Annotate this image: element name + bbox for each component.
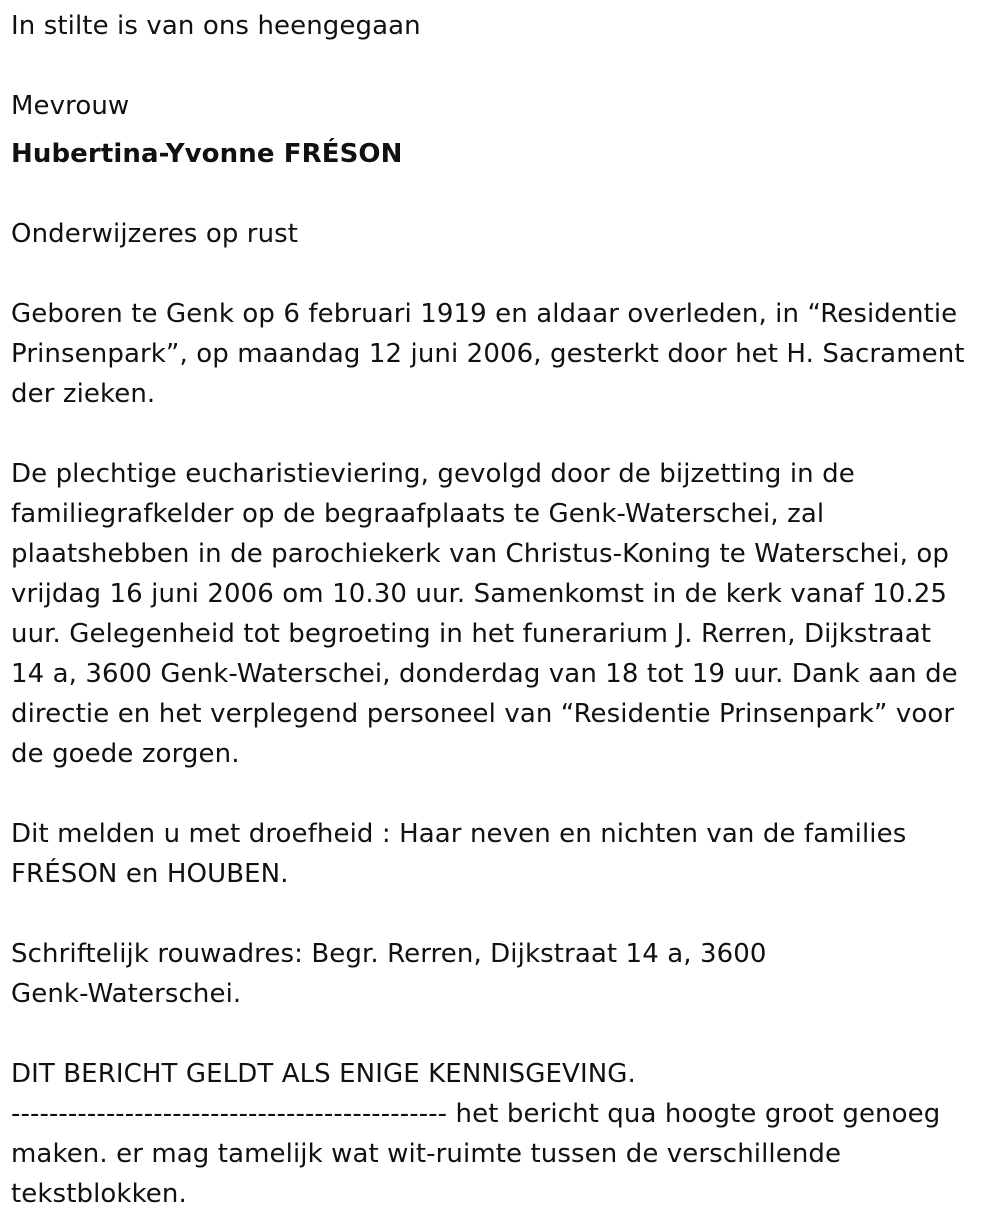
text-line: FRÉSON en HOUBEN. — [11, 859, 289, 889]
text-line: Dit melden u met droefheid : Haar neven en nichten van de families — [11, 819, 907, 849]
editor-note — [11, 1094, 986, 1214]
text-line: familiegrafkelder op de begraafplaats te Genk-Waterschei, zal — [11, 499, 825, 529]
occupation: Onderwijzeres op rust — [11, 219, 299, 249]
salutation: Mevrouw — [11, 91, 130, 121]
birth-death-paragraph — [11, 294, 986, 414]
ceremony-paragraph — [11, 454, 986, 774]
text-line: Prinsenpark”, op maandag 12 juni 2006, gesterkt door het H. Sacrament — [11, 339, 965, 369]
text-line: Geboren te Genk op 6 februari 1919 en aldaar overleden, in “Residentie — [11, 299, 958, 329]
announcers-paragraph — [11, 814, 986, 894]
text-line: tekstblokken. — [11, 1179, 187, 1209]
obituary-notice — [11, 6, 986, 1214]
deceased-name: Hubertina-Yvonne FRÉSON — [11, 139, 403, 169]
text-line: 14 a, 3600 Genk-Waterschei, donderdag van 18 tot 19 uur. Dank aan de — [11, 659, 958, 689]
text-line: vrijdag 16 juni 2006 om 10.30 uur. Samenkomst in de kerk vanaf 10.25 — [11, 579, 948, 609]
text-line: directie en het verplegend personeel van “Residentie Prinsenpark” voor — [11, 699, 955, 729]
text-line: der zieken. — [11, 379, 156, 409]
address-paragraph — [11, 934, 986, 1014]
text-line: de goede zorgen. — [11, 739, 240, 769]
intro-line: In stilte is van ons heengegaan — [11, 11, 421, 41]
text-line: Schriftelijk rouwadres: Begr. Rerren, Dijkstraat 14 a, 3600 — [11, 939, 767, 969]
text-line: plaatshebben in de parochiekerk van Christus-Koning te Waterschei, op — [11, 539, 949, 569]
text-line: maken. er mag tamelijk wat wit-ruimte tussen de verschillende — [11, 1139, 842, 1169]
text-line: ---------------------------------------------- het bericht qua hoogte groot genoeg — [11, 1099, 941, 1129]
text-line: De plechtige eucharistieviering, gevolgd door de bijzetting in de — [11, 459, 855, 489]
text-line: Genk-Waterschei. — [11, 979, 242, 1009]
text-line: uur. Gelegenheid tot begroeting in het funerarium J. Rerren, Dijkstraat — [11, 619, 932, 649]
closing-statement: DIT BERICHT GELDT ALS ENIGE KENNISGEVING. — [11, 1059, 636, 1089]
